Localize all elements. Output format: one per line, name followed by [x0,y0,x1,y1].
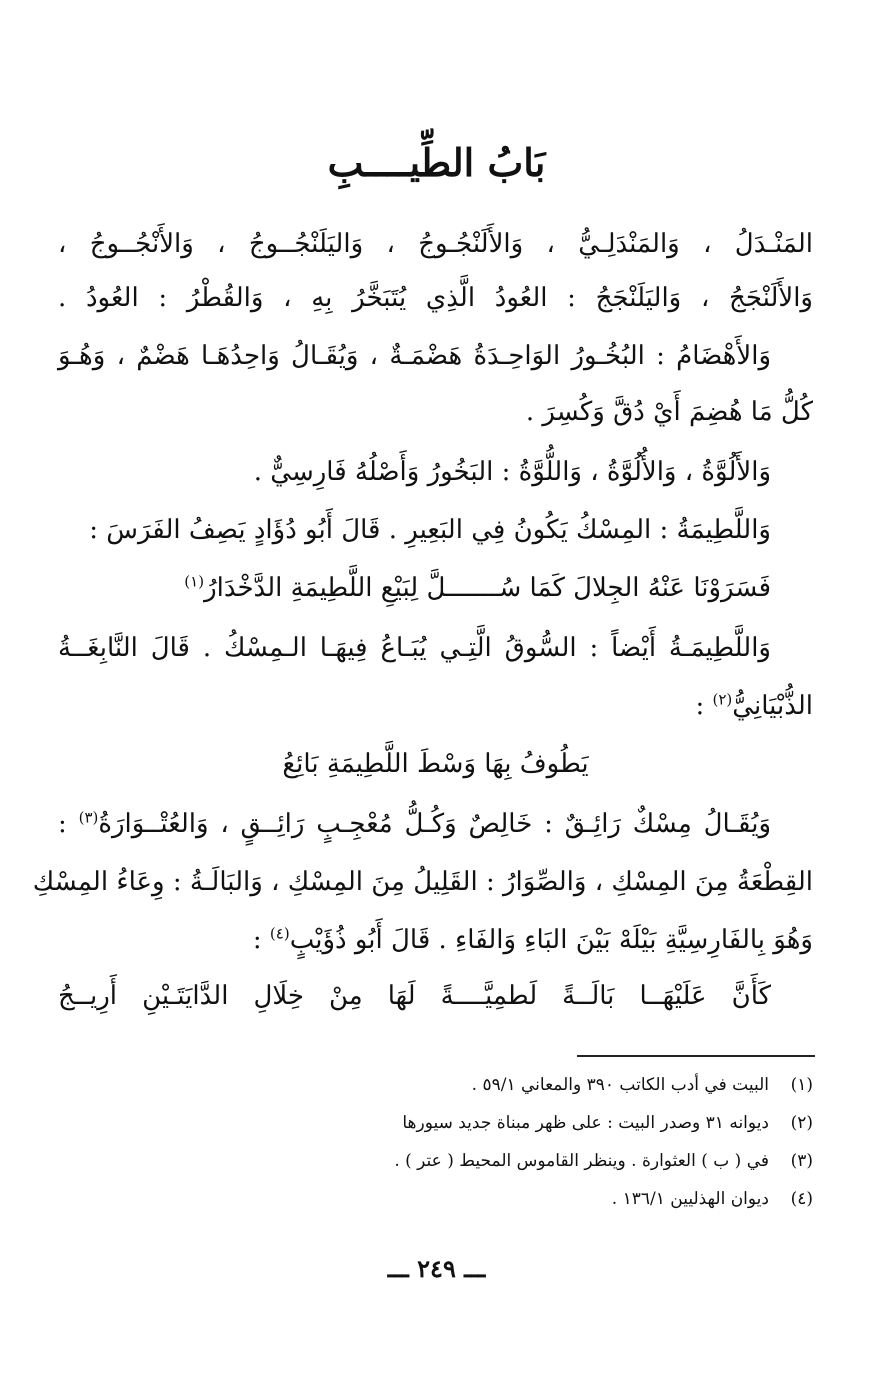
line-text: وَيُقَـالُ مِسْكٌ رَائِـقٌ : خَالِصٌ وَكُـلُّ مُعْجِـبٍ رَائِــقٍ ، وَالعُتْــوَارَةُ [98,809,771,839]
line-text: وَالأَلُوَّةُ ، وَالأُلُوَّةُ ، وَاللُّوَّةُ : البَخُورُ وَأَصْلُهُ فَارِسِيٌّ . [253,457,771,487]
text-line-6 [58,510,813,550]
footnote-ref-3: (٣) [78,808,99,827]
footnote-divider [577,1055,815,1057]
footnote-number: (١) [790,1075,813,1095]
footnote-number: (٢) [790,1113,813,1133]
verse-line-2 [58,744,813,784]
line-text: كُلُّ مَا هُضِمَ أَيْ دُقَّ وَكُسِرَ . [525,397,813,427]
footnote-number: (٤) [790,1189,813,1209]
text-line-7 [58,628,813,668]
line-text: فَسَرَوْنَا عَنْهُ الجِلالَ كَمَا سُـــــــلَّ لِبَيْعِ اللَّطِيمَةِ الدَّخْدَارُ [204,573,771,603]
chapter-title: بَابُ الطِّيــــبِ [327,140,546,185]
text-line-3 [58,336,813,376]
footnote-3 [73,1148,813,1174]
line-text: القِطْعَةُ مِنَ المِسْكِ ، وَالصِّوَارُ : القَلِيلُ مِنَ المِسْكِ ، وَالبَالَـةُ : وِعَاءُ المِسْكِ [32,867,813,897]
line-text-suffix: : [58,809,79,839]
footnote-text: البيت في أدب الكاتب ٣٩٠ والمعاني ٥٩/١ . [471,1075,769,1095]
page-number: ـــ ٢٤٩ ـــ [387,1254,486,1283]
footnote-4 [73,1186,813,1212]
line-text: يَطُوفُ بِهَا وَسْطَ اللَّطِيمَةِ بَائِعُ [282,749,589,779]
line-text: المَنْـدَلُ ، وَالمَنْدَلِـيُّ ، وَالأَلَنْجُـوجُ ، وَاليَلَنْجُــوجُ ، وَالأَنْجُــوجُ ، [58,229,813,259]
text-line-1 [58,224,813,264]
line-text: كَأَنَّ عَلَيْهَــا بَالَــةً لَطمِيَّــــةً لَهَا مِنْ خِلَالِ الدَّايَتَـيْنِ أَرِيــجُ [58,981,771,1011]
text-line-8 [58,686,813,726]
footnote-text: ديوانه ٣١ وصدر البيت : على ظهر مبناة جديد سيورها [402,1113,769,1133]
text-line-10 [32,862,813,902]
line-text: وَاللَّطِيمَةُ : المِسْكُ يَكُونُ فِي البَعِيرِ . قَالَ أَبُو دُؤَادٍ يَصِفُ الفَرَسَ : [89,515,771,545]
footnote-1 [73,1072,813,1098]
verse-line-1 [58,568,813,608]
footnote-text: ديوان الهذليين ١٣٦/١ . [611,1189,769,1209]
verse-line-3 [58,976,813,1016]
footnote-ref-1: (١) [184,572,205,591]
text-line-4 [58,392,813,432]
footnote-ref-2: (٢) [712,690,733,709]
footnote-ref-4: (٤) [269,924,290,943]
line-text: وَاللَّطِيمَـةُ أَيْضاً : السُّوقُ الَّتِـي يُبَـاعُ فِيهَـا الـمِسْكُ . قَالَ النَّابِغَــةُ [58,633,771,663]
text-line-11 [58,920,813,960]
line-text: وَهُوَ بِالفَارِسِيَّةِ بَيْلَهْ بَيْنَ البَاءِ وَالفَاءِ . قَالَ أَبُو ذُؤَيْبٍ [289,925,813,955]
footnote-number: (٣) [790,1151,813,1171]
line-text: وَالأَهْضَامُ : البُخُـورُ الوَاحِـدَةُ هَضْمَـةٌ ، وَيُقَـالُ وَاحِدُهَـا هَضْمٌ ، وَهُـوَ [58,341,771,371]
line-text: وَالأَلَنْجَجُ ، وَاليَلَنْجَجُ : العُودُ الَّذِي يُتَبَخَّرُ بِهِ ، وَالقُطْرُ : العُودُ . [58,283,813,313]
line-text: الذُّبْيَانِيُّ [732,691,813,721]
text-line-2 [58,278,813,318]
text-line-5 [58,452,813,492]
footnote-2 [73,1110,813,1136]
text-line-9 [58,804,813,844]
line-text-suffix: : [695,691,713,721]
footnote-text: في ( ب ) العثوارة . وينظر القاموس المحيط ( عتر ) . [394,1151,769,1171]
line-text-suffix: : [252,925,270,955]
